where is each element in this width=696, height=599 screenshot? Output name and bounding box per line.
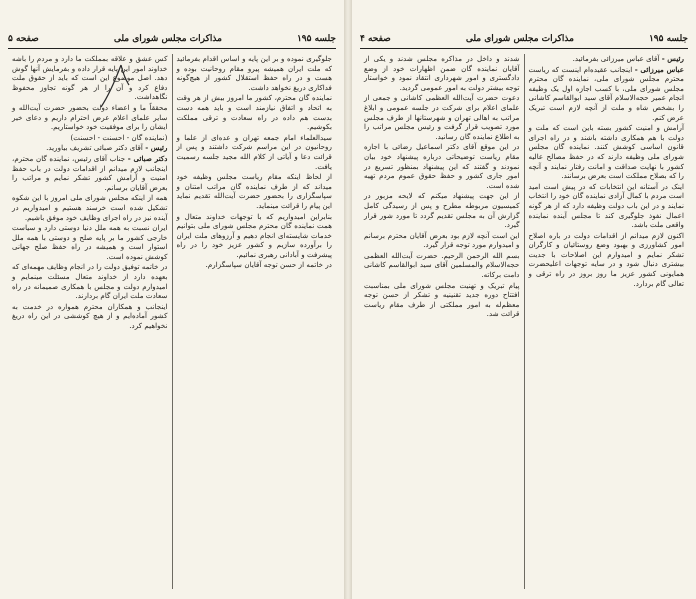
page-gutter	[344, 0, 352, 599]
column-left	[8, 54, 173, 589]
paragraph-text: در خاتمه توفیق دولت را در انجام وظایف مهمه‌ای که بعهده دارد از خداوند متعال مسئلت مینمایم و امیدوارم دولت و مجلس با همکاری صمیمانه در راه سعادت ملت ایران گام بردارند.	[12, 262, 168, 301]
paragraph-text: از این جهت پیشنهاد میکنم که لایحه مزبور در کمیسیون مربوطه مطرح و پس از رسیدگی کامل گزارش آن به مجلس تقدیم گردد تا مورد شور قرار گیرد.	[364, 191, 520, 230]
paragraph	[12, 223, 168, 261]
paragraph	[529, 182, 685, 230]
paragraph	[177, 133, 333, 171]
paragraph	[12, 262, 168, 300]
paragraph-text: نماینده گان محترم، کشور ما امروز بیش از هر وقت به اتحاد و اتفاق نیازمند است و باید همه دست بدست هم داده در راه سعادت و ترقی مملکت بکوشیم.	[176, 93, 332, 132]
paragraph	[12, 193, 168, 222]
paragraph-text: محققاً ما و اعضاء دولت بحضور حضرت آیت‌الله و سایر علمای اعلام عرض احترام داریم و دعای خیر ایشان را برای موفقیت خود خواستاریم.	[12, 102, 168, 132]
paragraph	[364, 281, 520, 319]
paragraph-text: در این موقع آقای دکتر اسماعیل رضائی با اجازه مقام ریاست توضیحاتی درباره پیشنهاد خود بیان نمودند و گفتند که این پیشنهاد بمنظور تسریع در امور جاری کشور و حفظ حقوق عموم مردم تهیه شده است.	[364, 142, 520, 190]
speaker-name: رئیس -	[661, 54, 684, 63]
column-right	[173, 54, 337, 589]
paragraph	[364, 93, 520, 141]
header-page-label: صفحه ۴	[360, 34, 391, 44]
header-page-label: صفحه ۵	[8, 34, 39, 44]
page-header	[8, 32, 336, 46]
paragraph-text: بنابراین امیدواریم که با توجهات خداوند متعال و همت نماینده گان محترم مجلس شورای ملی بتوانیم خدمات شایسته‌ای انجام دهیم و آرزوهای ملت ایران را برآورده سازیم و کشور عزیز خود را در راه پیشرفت و آبادانی رهبری نمائیم.	[176, 211, 332, 259]
header-rule	[360, 48, 688, 49]
paragraph	[529, 123, 685, 181]
paragraph	[177, 172, 333, 210]
paragraph	[529, 65, 685, 123]
paragraph-text: سیدالعلماء امام جمعه تهران و عده‌ای از علما و روحانیون در این مراسم شرکت داشتند و پس از قرائت دعا و آیاتی از کلام الله مجید جلسه رسمیت یافت.	[176, 132, 332, 171]
header-title: مذاکرات مجلس شورای ملی	[465, 34, 574, 44]
paragraph	[12, 143, 168, 153]
paragraph	[12, 154, 168, 192]
paragraph-text: همه از اینکه مجلس شورای ملی امروز با این شکوه تشکیل شده است خرسند هستیم و امیدواریم در آینده نیز در راه اجرای وظایف خود موفق باشیم.	[12, 193, 168, 222]
paragraph	[12, 54, 168, 102]
paragraph-text: شدند و داخل در مذاکره مجلس شدند و یکی از آقایان نماینده گان ضمن اظهارات خود از وضع دادگستری و امور شهرداری انتقاد نمود و خواستار توجه بیشتر دولت به امور عمومی گردید.	[364, 54, 520, 92]
paragraph-text: اینک در آستانه این انتخابات که در پیش است امید است مردم با کمال آزادی نماینده گان خود را انتخاب نمایند و در این باب دولت وظیفه دارد که از هر گونه اعمال نفوذ جلوگیری کند تا مجلس آینده نماینده واقعی ملت باشد.	[528, 181, 684, 230]
paragraph-text: از لحاظ اینکه مقام ریاست مجلس وظیفه خود میداند که از طرف نماینده گان مراتب امتنان و سپاسگزاری را بحضور حضرت آیت‌الله تقدیم نماید این پیام را قرائت مینماید.	[176, 172, 332, 210]
paragraph-text: آقای دکتر صبائی تشریف بیاورید.	[46, 143, 143, 153]
paragraph	[177, 260, 333, 270]
paragraph	[12, 103, 168, 132]
header-session: جلسه ۱۹۵	[296, 34, 336, 44]
paragraph-text: آقای عباس میرزائی بفرمائید.	[572, 54, 660, 63]
page-5	[0, 0, 344, 599]
paragraph-text: کس عشق و علاقه بمملکت ما دارد و مردم را باشه خداوند امور این پایه قرار داده و بفرمایش آنها گوش دهد. اصل موضوع این است که باید از حقوق ملت دفاع کرد و آن را از هر گونه تجاوز محفوظ نگاهداشت.	[12, 54, 168, 102]
paragraph-text: این است آنچه لازم بود بعرض آقایان محترم برسانم و امیدوارم مورد توجه قرار گیرد.	[364, 230, 520, 250]
page-header	[360, 32, 688, 46]
paragraph-text: جلوگیری نموده و بر این پایه و اساس اقدام بفرمائید که ملت ایران همیشه پیرو مقام روحانیت بوده و هست و در راه حفظ استقلال کشور از هیچ‌گونه فداکاری دریغ نخواهد داشت.	[176, 54, 332, 92]
column-right	[525, 54, 689, 589]
speaker-name: رئیس -	[145, 143, 168, 153]
paragraph	[364, 142, 520, 190]
paragraph-text: بسم الله الرحمن الرحیم. حضرت آیت‌الله العظمی حجه‌الاسلام والمسلمین آقای سید ابوالقاسم کاشانی دامت برکاته.	[364, 250, 520, 280]
paragraph	[177, 54, 333, 92]
paragraph	[529, 54, 685, 64]
page-columns	[360, 54, 688, 589]
header-session: جلسه ۱۹۵	[648, 34, 688, 44]
column-left	[360, 54, 525, 589]
paragraph-text: ایران نسبت به همه ملل دنیا دوستی دارد و سیاست خارجی کشور ما بر پایه صلح و دوستی با همه ملل استوار است و همیشه در راه حفظ صلح جهانی کوشش نموده است.	[12, 223, 168, 261]
paragraph	[364, 54, 520, 92]
paragraph-text: پیام تبریک و تهنیت مجلس شورای ملی بمناسبت افتتاح دوره جدید تقنینیه و تشکر از حسن توجه معظم‌له به امور مملکتی از طرف مقام ریاست قرائت شد.	[364, 280, 520, 319]
paragraph	[364, 251, 520, 280]
page-4	[352, 0, 696, 599]
paragraph	[12, 302, 168, 331]
paragraph-text: در خاتمه از حسن توجه آقایان سپاسگزارم.	[205, 260, 332, 270]
paragraph-text: (نماینده گان - احسنت - احسنت)	[70, 132, 168, 142]
paragraph	[364, 231, 520, 250]
header-rule	[8, 48, 336, 49]
paragraph-text: اینجانب عقیده‌ام اینست که ریاست محترم مجلس شورای ملی، نماینده گان محترم مجلس شورای ملی، با کسب اجازه اول یک وظیفه انجام عمیر حجه‌الاسلام آقای سید ابوالقاسم کاشانی را بشخص شاه و ملت از آنچه لازم است تبریک عرض کنم.	[528, 64, 684, 122]
paragraph	[364, 191, 520, 229]
paragraph-text: جناب آقای رئیس، نماینده گان محترم، اینجانب لازم میدانم از اقدامات دولت در باب حفظ امنیت و آرامش کشور تشکر نمایم و مراتب را بعرض آقایان برسانم.	[12, 153, 168, 192]
speaker-name: دکتر صبائی -	[127, 153, 168, 163]
paragraph-text: آرامش و امنیت کشور بسته باین است که ملت و دولت با هم همکاری داشته باشند و در راه اجرای قانون اساسی کوشش کنند. نماینده گان مجلس شورای ملی وظیفه دارند که در حفظ مصالح عالیه کشور با نهایت صداقت و امانت رفتار نمایند و آنچه را که بصلاح مملکت است بعرض برسانند.	[528, 123, 684, 181]
header-title: مذاکرات مجلس شورای ملی	[113, 34, 222, 44]
paragraph	[529, 231, 685, 289]
paragraph-text: دعوت حضرت آیت‌الله العظمی کاشانی و جمعی از علمای اعلام برای شرکت در جلسه عمومی و ابلاغ مراتب به اهالی تهران و شهرستانها از طرف مجلس مورد تصویب قرار گرفت و رئیس مجلس مراتب را به اطلاع نماینده گان رسانید.	[364, 93, 520, 141]
paragraph-text: اینجانب و همکاران محترم همواره در خدمت به کشور آماده‌ایم و از هیچ کوششی در این راه دریغ نخواهیم کرد.	[12, 301, 168, 331]
paragraph	[12, 133, 168, 143]
paragraph	[177, 93, 333, 131]
paragraph	[177, 212, 333, 260]
paragraph-text: اکنون لازم میدانم از اقدامات دولت در باره اصلاح امور کشاورزی و بهبود وضع روستائیان و کارگران تشکر نمایم و امیدوارم این اصلاحات با جدیت بیشتری دنبال شود و در سایه توجهات اعلیحضرت همایونی کشور عزیز ما روز بروز در راه ترقی و تعالی گام بردارد.	[528, 230, 684, 288]
speaker-name: عباس میرزائی -	[634, 64, 684, 74]
page-columns	[8, 54, 336, 589]
